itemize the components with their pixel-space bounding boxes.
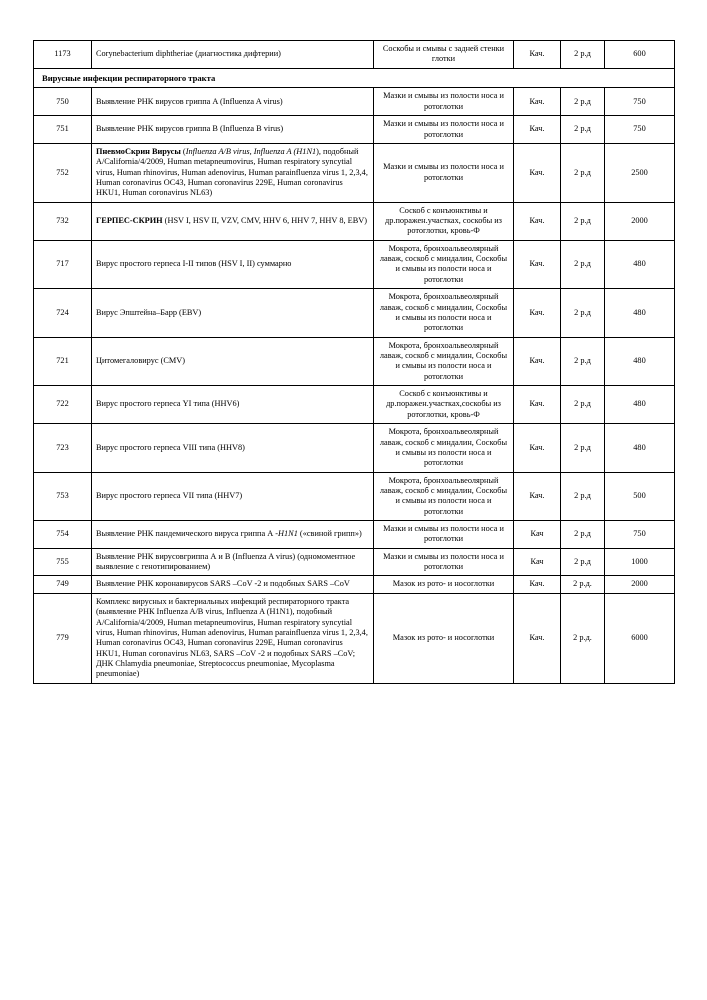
cell-price: 2500 xyxy=(605,143,675,202)
cell-price: 750 xyxy=(605,521,675,549)
cell-price: 750 xyxy=(605,116,675,144)
cell-turnaround: 2 р.д xyxy=(561,240,605,288)
cell-result-type: Кач. xyxy=(514,337,561,385)
table-row xyxy=(34,386,675,424)
cell-biomaterial: Мокрота, бронхоальвеолярный лаваж, соскоб с миндалин, Соскобы и смывы из полости носа и ротоглотки xyxy=(374,424,514,472)
cell-turnaround: 2 р.д xyxy=(561,143,605,202)
cell-test-name: Вирус простого герпеса YI типа (HHV6) xyxy=(92,386,374,424)
table-row xyxy=(34,424,675,472)
cell-turnaround: 2 р.д xyxy=(561,88,605,116)
section-title: Вирусные инфекции респираторного тракта xyxy=(34,68,675,88)
cell-biomaterial: Мокрота, бронхоальвеолярный лаваж, соскоб с миндалин, Соскобы и смывы из полости носа и ротоглотки xyxy=(374,289,514,337)
cell-code: 779 xyxy=(34,593,92,683)
cell-price: 480 xyxy=(605,337,675,385)
table-row xyxy=(34,202,675,240)
cell-test-name: Цитомегаловирус (CMV) xyxy=(92,337,374,385)
cell-test-name: Комплекс вирусных и бактериальных инфекций респираторного тракта (выявление РНК Influenza A/B virus, Influenza A (H1N1), подобный A/California/4/2009, Human metapneumovirus, Human respiratory syncytial virus, Human rhinovirus, Human adenovirus, Human parainfluenza virus 1, 2,3,4, Human coronavirus OC43, Human coronavirus 229E, Human coronavirus HKU1, Human coronavirus NL63, SARS –CoV -2 и подобных SARS –CoV; ДНК Chlamydia pneumoniae, Streptococcus pneumoniae, Mycoplasma pneumoniae) xyxy=(92,593,374,683)
cell-result-type: Кач. xyxy=(514,386,561,424)
cell-code: 723 xyxy=(34,424,92,472)
cell-price: 480 xyxy=(605,424,675,472)
cell-test-name: Corynebacterium diphtheriae (диагностика дифтерии) xyxy=(92,41,374,69)
table-row xyxy=(34,593,675,683)
table-row xyxy=(34,289,675,337)
cell-price: 480 xyxy=(605,240,675,288)
cell-test-name: Вирус простого герпеса I-II типов (HSV I, II) суммарно xyxy=(92,240,374,288)
cell-turnaround: 2 р.д xyxy=(561,521,605,549)
cell-biomaterial: Соскобы и смывы с задней стенки глотки xyxy=(374,41,514,69)
cell-result-type: Кач. xyxy=(514,202,561,240)
cell-turnaround: 2 р.д xyxy=(561,337,605,385)
cell-code: 755 xyxy=(34,548,92,576)
cell-biomaterial: Мокрота, бронхоальвеолярный лаваж, соскоб с миндалин, Соскобы и смывы из полости носа и ротоглотки xyxy=(374,337,514,385)
cell-code: 751 xyxy=(34,116,92,144)
cell-test-name: Выявление РНК вирусовгриппа А и В (Influenza A virus) (одномоментное выявление с генотипированием) xyxy=(92,548,374,576)
cell-result-type: Кач. xyxy=(514,116,561,144)
table-row xyxy=(34,240,675,288)
cell-code: 722 xyxy=(34,386,92,424)
cell-code: 1173 xyxy=(34,41,92,69)
cell-code: 749 xyxy=(34,576,92,593)
cell-result-type: Кач. xyxy=(514,240,561,288)
cell-test-name: ГЕРПЕС-СКРИН (HSV I, HSV II, VZV, CMV, HHV 6, HHV 7, HHV 8, EBV) xyxy=(92,202,374,240)
cell-price: 1000 xyxy=(605,548,675,576)
cell-code: 754 xyxy=(34,521,92,549)
cell-biomaterial: Мокрота, бронхоальвеолярный лаваж, соскоб с миндалин, Соскобы и смывы из полости носа и ротоглотки xyxy=(374,472,514,520)
table-row xyxy=(34,472,675,520)
cell-test-name: Вирус простого герпеса VII типа (HHV7) xyxy=(92,472,374,520)
cell-result-type: Кач. xyxy=(514,143,561,202)
cell-biomaterial: Мазок из рото- и носоглотки xyxy=(374,576,514,593)
cell-result-type: Кач xyxy=(514,521,561,549)
cell-price: 600 xyxy=(605,41,675,69)
cell-turnaround: 2 р.д xyxy=(561,424,605,472)
cell-turnaround: 2 р.д xyxy=(561,386,605,424)
cell-turnaround: 2 р.д xyxy=(561,289,605,337)
cell-test-name: Вирус простого герпеса VIII типа (HHV8) xyxy=(92,424,374,472)
cell-code: 750 xyxy=(34,88,92,116)
price-list-table xyxy=(33,40,675,684)
cell-biomaterial: Мазки и смывы из полости носа и ротоглотки xyxy=(374,548,514,576)
cell-test-name: Выявление РНК вирусов гриппа A (Influenza A virus) xyxy=(92,88,374,116)
cell-result-type: Кач. xyxy=(514,576,561,593)
cell-code: 752 xyxy=(34,143,92,202)
cell-price: 750 xyxy=(605,88,675,116)
cell-price: 2000 xyxy=(605,202,675,240)
cell-test-name: Выявление РНК коронавирусов SARS –CoV -2 и подобных SARS –CoV xyxy=(92,576,374,593)
cell-price: 2000 xyxy=(605,576,675,593)
cell-biomaterial: Мазки и смывы из полости носа и ротоглотки xyxy=(374,88,514,116)
table-row xyxy=(34,576,675,593)
cell-turnaround: 2 р.д. xyxy=(561,593,605,683)
table-row xyxy=(34,143,675,202)
table-row xyxy=(34,116,675,144)
cell-turnaround: 2 р.д. xyxy=(561,576,605,593)
table-row xyxy=(34,337,675,385)
cell-result-type: Кач. xyxy=(514,424,561,472)
cell-price: 6000 xyxy=(605,593,675,683)
table-row xyxy=(34,88,675,116)
cell-result-type: Кач. xyxy=(514,593,561,683)
table-section-header xyxy=(34,68,675,88)
cell-result-type: Кач. xyxy=(514,41,561,69)
cell-code: 732 xyxy=(34,202,92,240)
cell-turnaround: 2 р.д xyxy=(561,202,605,240)
cell-biomaterial: Мазки и смывы из полости носа и ротоглотки xyxy=(374,521,514,549)
cell-biomaterial: Мазки и смывы из полости носа и ротоглотки xyxy=(374,116,514,144)
cell-biomaterial: Соскоб с конъюнктивы и др.поражен.участках, соскобы из ротоглотки, кровь-Ф xyxy=(374,202,514,240)
cell-code: 724 xyxy=(34,289,92,337)
cell-result-type: Кач. xyxy=(514,289,561,337)
cell-test-name: Вирус Эпштейна–Барр (EBV) xyxy=(92,289,374,337)
cell-test-name: Выявление РНК пандемического вируса гриппа А -H1N1 («свиной грипп») xyxy=(92,521,374,549)
cell-result-type: Кач xyxy=(514,548,561,576)
cell-biomaterial: Соскоб с конъюнктивы и др.поражен.участках,соскобы из ротоглотки, кровь-Ф xyxy=(374,386,514,424)
cell-result-type: Кач. xyxy=(514,472,561,520)
cell-result-type: Кач. xyxy=(514,88,561,116)
cell-biomaterial: Мазок из рото- и носоглотки xyxy=(374,593,514,683)
table-row xyxy=(34,548,675,576)
table-row xyxy=(34,521,675,549)
cell-biomaterial: Мокрота, бронхоальвеолярный лаваж, соскоб с миндалин, Соскобы и смывы из полости носа и ротоглотки xyxy=(374,240,514,288)
table-row xyxy=(34,41,675,69)
cell-biomaterial: Мазки и смывы из полости носа и ротоглотки xyxy=(374,143,514,202)
cell-test-name: ПневмоСкрин Вирусы (Influenza A/B virus, Influenza A (H1N1), подобный A/California/4/2009, Human metapneumovirus, Human respiratory syncytial virus, Human rhinovirus, Human adenovirus, Human parainfluenza virus 1, 2,3,4, Human coronavirus OC43, Human coronavirus 229E, Human coronavirus HKU1, Human coronavirus NL63) xyxy=(92,143,374,202)
cell-code: 753 xyxy=(34,472,92,520)
cell-price: 500 xyxy=(605,472,675,520)
cell-turnaround: 2 р.д xyxy=(561,548,605,576)
cell-code: 717 xyxy=(34,240,92,288)
cell-code: 721 xyxy=(34,337,92,385)
cell-price: 480 xyxy=(605,289,675,337)
table-body xyxy=(34,41,675,684)
cell-price: 480 xyxy=(605,386,675,424)
cell-turnaround: 2 р.д xyxy=(561,116,605,144)
cell-turnaround: 2 р.д xyxy=(561,472,605,520)
cell-turnaround: 2 р.д xyxy=(561,41,605,69)
cell-test-name: Выявление РНК вирусов гриппа B (Influenza B virus) xyxy=(92,116,374,144)
